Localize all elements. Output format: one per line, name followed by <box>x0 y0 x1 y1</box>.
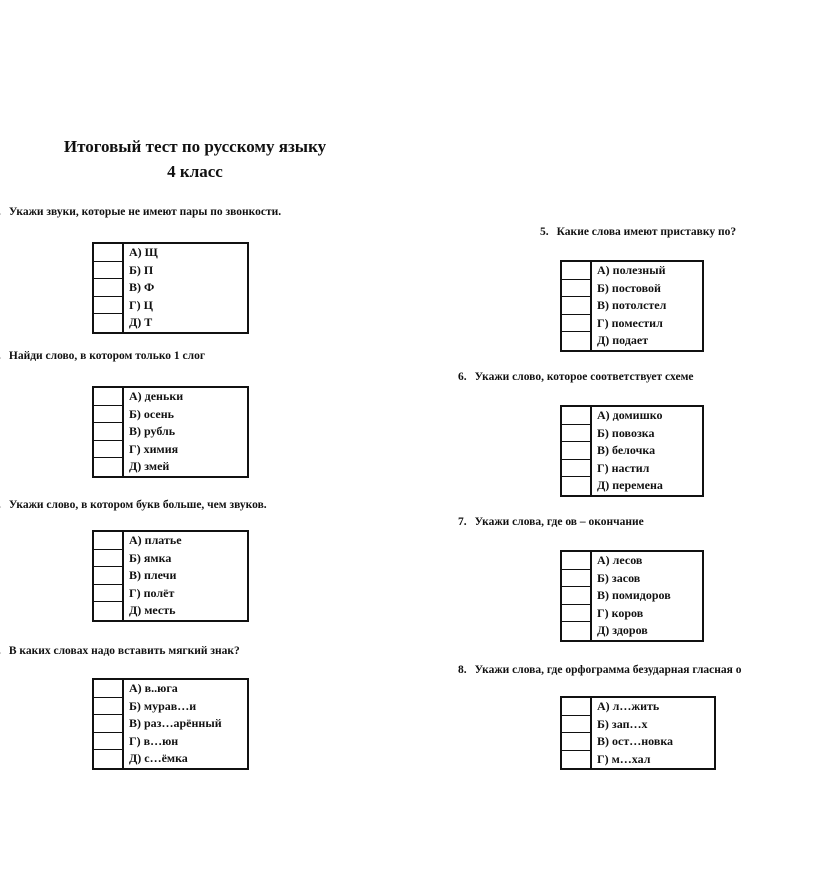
answer-row <box>562 280 702 298</box>
answer-row <box>562 460 702 478</box>
answer-checkbox[interactable] <box>94 715 124 733</box>
answer-row <box>94 733 247 751</box>
answer-checkbox[interactable] <box>94 550 124 568</box>
answer-option: Д) подает <box>597 333 649 348</box>
answer-checkbox[interactable] <box>94 406 124 424</box>
question-number: 7. <box>458 516 467 528</box>
answer-table-4 <box>92 678 249 770</box>
answer-option: Г) поместил <box>597 315 663 330</box>
answer-row <box>94 244 247 262</box>
answer-checkbox[interactable] <box>562 332 592 350</box>
question-number <box>0 499 1 511</box>
answer-row <box>94 715 247 733</box>
answer-option: В) ост…новка <box>597 734 674 749</box>
question-prompt: Какие слова имеют приставку по? <box>556 226 737 238</box>
answer-option: Д) здоров <box>597 623 648 638</box>
answer-row <box>562 552 702 570</box>
answer-option: Б) ямка <box>129 550 172 565</box>
answer-option: В) белочка <box>597 443 656 458</box>
answer-row <box>562 297 702 315</box>
answer-table-6 <box>560 405 704 497</box>
answer-table-7 <box>560 550 704 642</box>
answer-option: Д) Т <box>129 315 153 330</box>
answer-row <box>562 622 702 640</box>
answer-option: А) деньки <box>129 389 184 403</box>
page-subtitle: 4 класс <box>167 162 223 181</box>
answer-table-1 <box>92 242 249 334</box>
answer-checkbox[interactable] <box>562 552 592 570</box>
answer-checkbox[interactable] <box>562 315 592 333</box>
answer-checkbox[interactable] <box>562 605 592 623</box>
answer-checkbox[interactable] <box>94 423 124 441</box>
answer-checkbox[interactable] <box>94 602 124 620</box>
question-prompt: Укажи звуки, которые не имеют пары по звонкости. <box>8 206 282 218</box>
answer-checkbox[interactable] <box>94 262 124 280</box>
answer-table-8 <box>560 696 716 770</box>
answer-option: Г) полёт <box>129 585 175 600</box>
answer-checkbox[interactable] <box>562 587 592 605</box>
answer-row <box>94 602 247 620</box>
answer-row <box>94 441 247 459</box>
answer-option: Д) перемена <box>597 478 663 493</box>
answer-row <box>94 279 247 297</box>
question-7-text <box>458 516 644 528</box>
answer-row <box>562 442 702 460</box>
answer-checkbox[interactable] <box>562 477 592 495</box>
answer-option: А) платье <box>129 533 182 547</box>
question-3-text <box>0 499 267 511</box>
question-number: 8. <box>458 664 467 676</box>
answer-checkbox[interactable] <box>562 622 592 640</box>
answer-option: Г) химия <box>129 441 179 456</box>
answer-option: А) Щ <box>129 245 158 259</box>
answer-option: Г) м…хал <box>597 751 651 766</box>
answer-option: А) в..юга <box>129 681 178 695</box>
question-2-text <box>0 350 205 362</box>
answer-checkbox[interactable] <box>562 297 592 315</box>
answer-checkbox[interactable] <box>562 751 592 769</box>
question-4-text <box>0 645 240 657</box>
answer-checkbox[interactable] <box>562 460 592 478</box>
answer-row <box>94 585 247 603</box>
answer-checkbox[interactable] <box>94 441 124 459</box>
answer-row <box>562 332 702 350</box>
answer-row <box>94 458 247 476</box>
answer-row <box>94 532 247 550</box>
answer-checkbox[interactable] <box>562 716 592 734</box>
answer-row <box>562 477 702 495</box>
question-prompt: Укажи слова, где орфограмма безударная гласная о <box>474 664 742 676</box>
answer-option: Б) осень <box>129 406 174 421</box>
answer-checkbox[interactable] <box>562 280 592 298</box>
answer-checkbox[interactable] <box>94 750 124 768</box>
answer-option: А) лесов <box>597 553 643 567</box>
answer-checkbox[interactable] <box>562 407 592 425</box>
question-8-text <box>458 664 741 676</box>
answer-checkbox[interactable] <box>94 244 124 262</box>
answer-checkbox[interactable] <box>94 680 124 698</box>
answer-option: Д) змей <box>129 459 170 474</box>
answer-table-2 <box>92 386 249 478</box>
answer-checkbox[interactable] <box>562 425 592 443</box>
answer-checkbox[interactable] <box>94 279 124 297</box>
answer-option: В) потолстел <box>597 298 667 313</box>
answer-option: В) плечи <box>129 568 177 583</box>
answer-option: А) полезный <box>597 263 666 277</box>
answer-option: В) рубль <box>129 424 176 439</box>
question-prompt: Найди слово, в котором только 1 слог <box>8 350 206 362</box>
answer-row <box>562 698 714 716</box>
answer-option: Б) П <box>129 262 154 277</box>
answer-option: Г) настил <box>597 460 650 475</box>
answer-checkbox[interactable] <box>94 297 124 315</box>
answer-checkbox[interactable] <box>94 733 124 751</box>
answer-row <box>562 315 702 333</box>
question-number <box>0 206 1 218</box>
answer-option: Б) постовой <box>597 280 661 295</box>
answer-row <box>94 698 247 716</box>
question-6-text <box>458 371 694 383</box>
answer-checkbox[interactable] <box>94 388 124 406</box>
answer-row <box>562 605 702 623</box>
answer-checkbox[interactable] <box>562 570 592 588</box>
answer-row <box>562 751 714 769</box>
answer-checkbox[interactable] <box>562 733 592 751</box>
answer-row <box>94 550 247 568</box>
answer-row <box>94 406 247 424</box>
answer-row <box>562 570 702 588</box>
answer-row <box>94 314 247 332</box>
answer-row <box>562 407 702 425</box>
question-prompt: В каких словах надо вставить мягкий знак? <box>8 645 240 657</box>
question-prompt: Укажи слово, которое соответствует схеме <box>474 371 694 383</box>
answer-option: А) домишко <box>597 408 663 422</box>
answer-row <box>562 587 702 605</box>
answer-checkbox[interactable] <box>562 262 592 280</box>
answer-option: Б) засов <box>597 570 641 585</box>
question-5-text <box>540 226 736 238</box>
answer-checkbox[interactable] <box>94 567 124 585</box>
answer-option: А) л…жить <box>597 699 660 713</box>
answer-checkbox[interactable] <box>562 698 592 716</box>
answer-checkbox[interactable] <box>94 458 124 476</box>
answer-checkbox[interactable] <box>94 532 124 550</box>
answer-option: Г) коров <box>597 605 644 620</box>
answer-checkbox[interactable] <box>94 585 124 603</box>
answer-row <box>94 680 247 698</box>
answer-row <box>94 750 247 768</box>
answer-table-5 <box>560 260 704 352</box>
answer-option: В) Ф <box>129 280 155 295</box>
answer-option: Б) зап…х <box>597 716 648 731</box>
answer-row <box>562 425 702 443</box>
answer-option: В) раз…арённый <box>129 716 222 731</box>
answer-row <box>94 388 247 406</box>
answer-checkbox[interactable] <box>562 442 592 460</box>
question-number: 5. <box>540 226 549 238</box>
answer-checkbox[interactable] <box>94 698 124 716</box>
answer-option: Г) в…юн <box>129 733 179 748</box>
answer-row <box>94 423 247 441</box>
answer-table-3 <box>92 530 249 622</box>
answer-option: Д) с…ёмка <box>129 751 188 766</box>
question-number: 6. <box>458 371 467 383</box>
answer-option: В) помидоров <box>597 588 671 603</box>
answer-row <box>94 262 247 280</box>
answer-row <box>94 567 247 585</box>
answer-option: Д) месть <box>129 603 176 618</box>
question-prompt: Укажи слова, где ов – окончание <box>474 516 644 528</box>
answer-row <box>562 716 714 734</box>
question-1-text <box>0 206 281 218</box>
page-title: Итоговый тест по русскому языку <box>63 137 327 156</box>
answer-option: Б) мурав…и <box>129 698 197 713</box>
answer-option: Б) повозка <box>597 425 655 440</box>
question-prompt: Укажи слово, в котором букв больше, чем звуков. <box>8 499 267 511</box>
answer-checkbox[interactable] <box>94 314 124 332</box>
answer-row <box>562 733 714 751</box>
question-number <box>0 350 1 362</box>
answer-row <box>562 262 702 280</box>
answer-option: Г) Ц <box>129 297 153 312</box>
question-number <box>0 645 1 657</box>
answer-row <box>94 297 247 315</box>
